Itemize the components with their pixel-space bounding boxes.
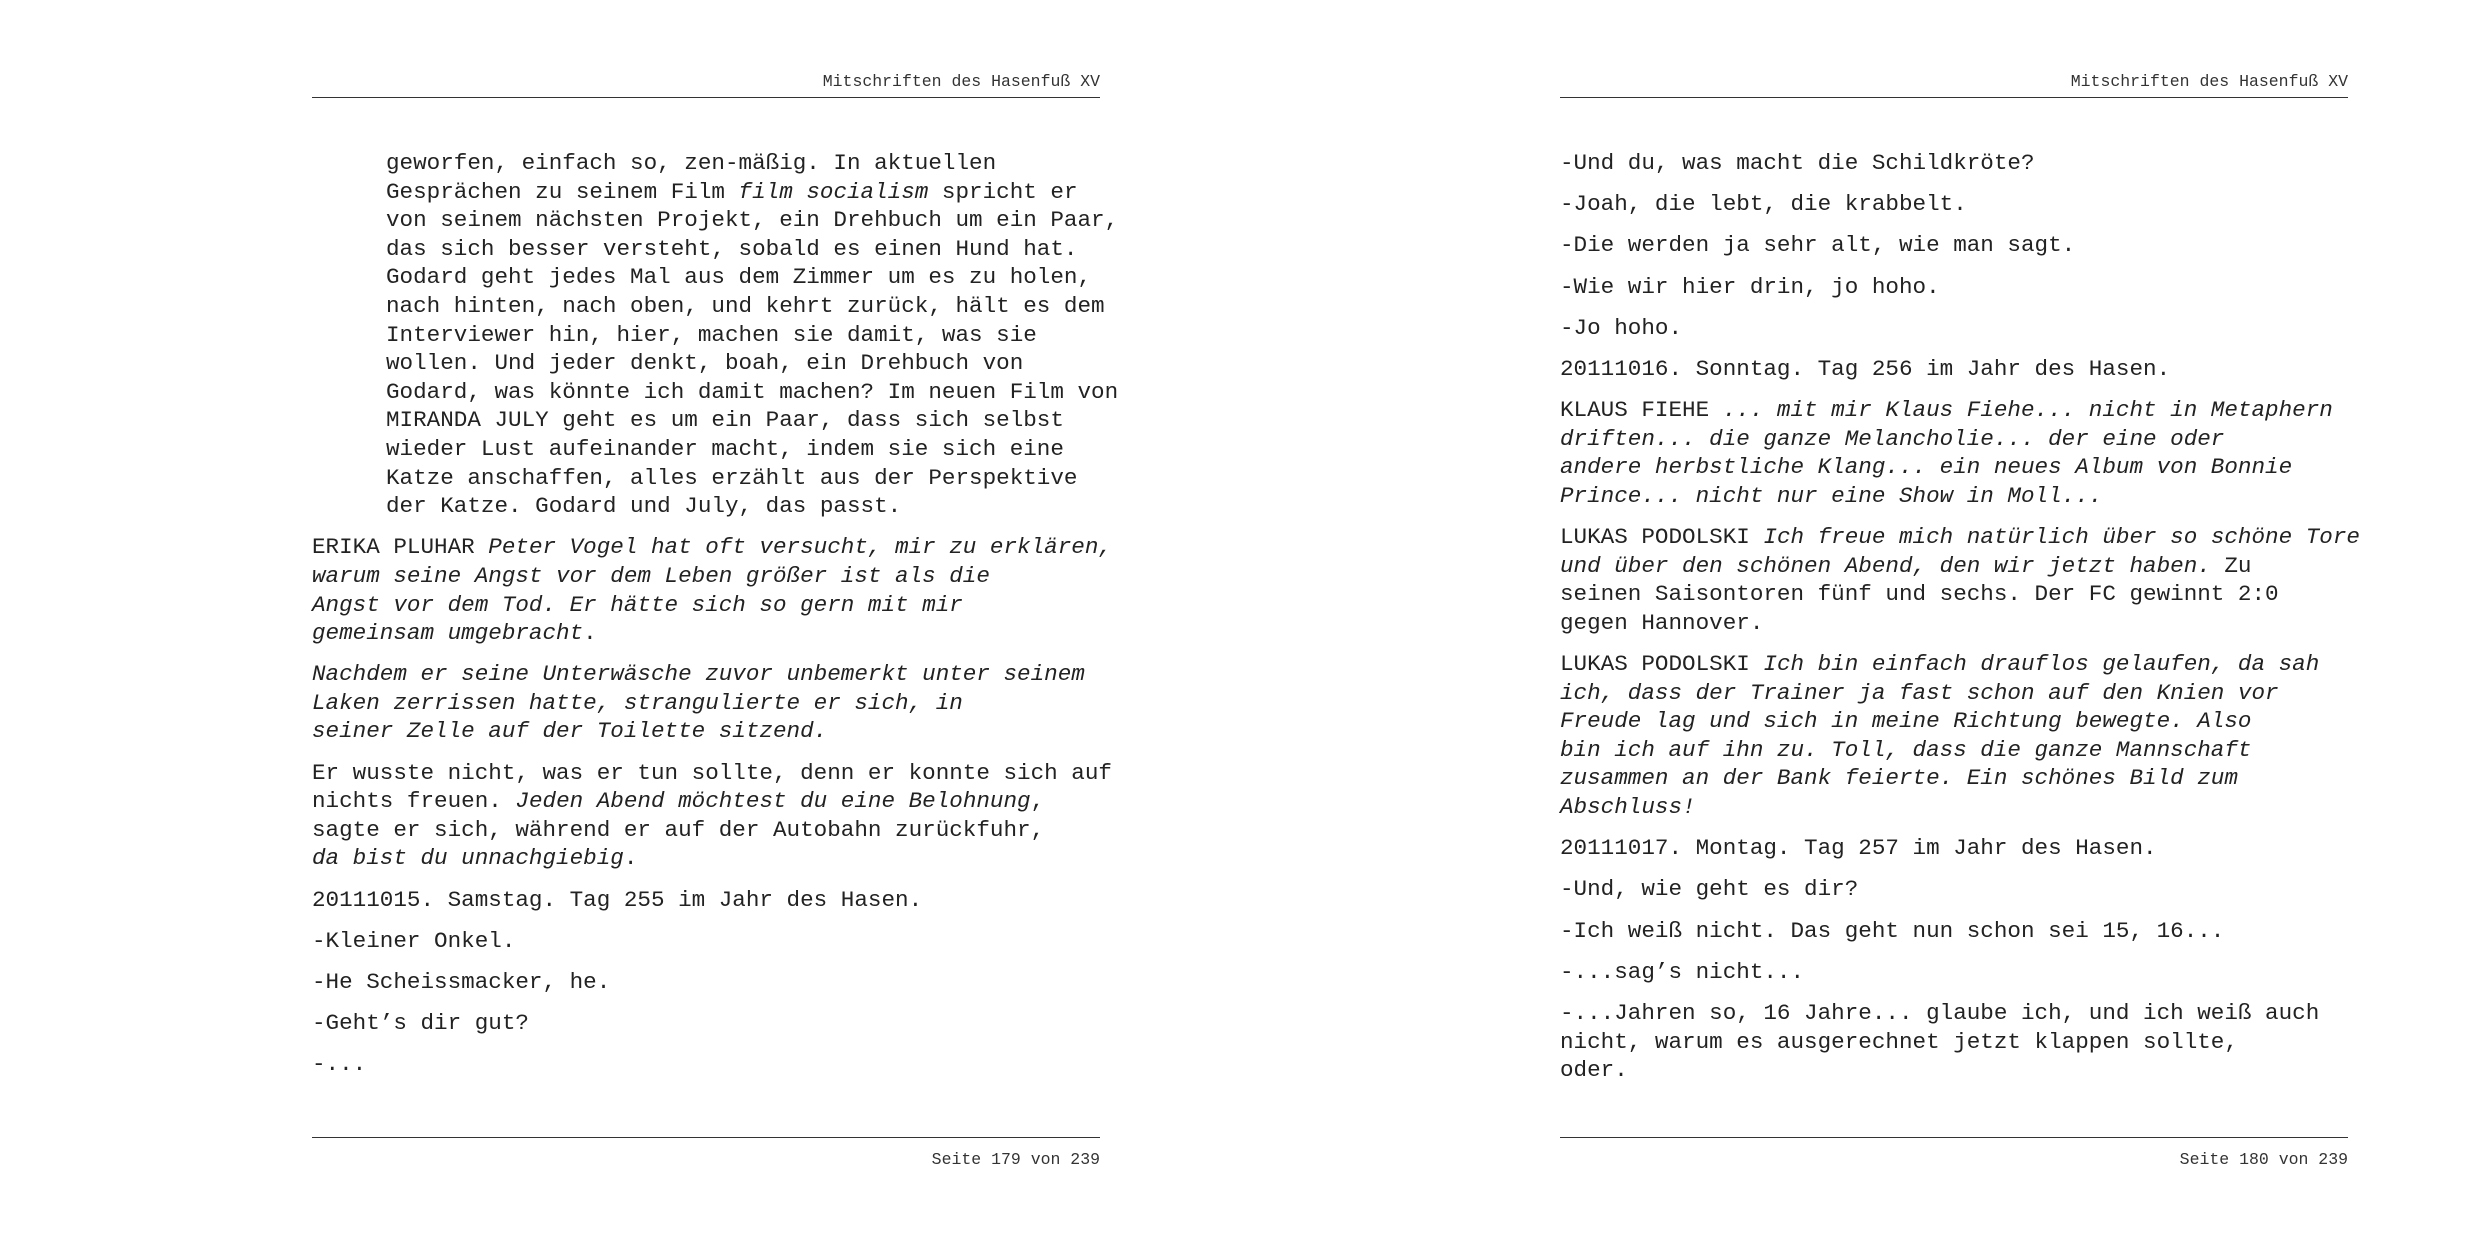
text-run: -Jo hoho. <box>1560 314 1683 341</box>
text-run: seinen Saisontoren fünf und sechs. Der FC gewinnt 2:0 <box>1560 581 2279 608</box>
paragraph <box>312 927 1100 956</box>
text-line <box>312 759 1112 788</box>
text-line <box>312 619 1100 648</box>
paragraph <box>1560 834 2348 863</box>
paragraph <box>1560 314 2348 343</box>
text-line <box>1560 149 2348 178</box>
text-line <box>386 464 1100 493</box>
italic-text: Nachdem er seine Unterwäsche zuvor unbemerkt unter seinem <box>312 661 1085 688</box>
text-line <box>1560 396 2348 425</box>
text-line <box>312 1050 1100 1079</box>
header-rule <box>1560 97 2348 98</box>
text-run: -... <box>312 1051 367 1078</box>
text-run: 20111015. Samstag. Tag 255 im Jahr des Hasen. <box>312 886 923 913</box>
text-line <box>386 435 1100 464</box>
paragraph <box>312 1050 1100 1079</box>
paragraph <box>1560 650 2348 822</box>
text-run: nach hinten, nach oben, und kehrt zurück, hält es dem <box>386 292 1105 319</box>
text-run: Er wusste nicht, was er tun sollte, denn er konnte sich auf <box>312 759 1112 786</box>
italic-text: Freude lag und sich in meine Richtung bewegte. Also <box>1560 708 2252 735</box>
italic-text: film socialism <box>738 178 929 205</box>
text-line <box>1560 764 2348 793</box>
text-run: -Die werden ja sehr alt, wie man sagt. <box>1560 232 2076 259</box>
text-run: -Joah, die lebt, die krabbelt. <box>1560 191 1967 218</box>
text-line <box>1560 482 2348 511</box>
italic-text: driften... die ganze Melancholie... der eine oder <box>1560 425 2225 452</box>
page-right <box>1560 0 2360 1240</box>
paragraph <box>1560 190 2348 219</box>
text-line <box>312 816 1100 845</box>
text-line <box>1560 273 2348 302</box>
italic-text: seiner Zelle auf der Toilette sitzend. <box>312 718 828 745</box>
paragraph <box>312 1009 1100 1038</box>
text-line <box>1560 650 2348 679</box>
text-line <box>312 660 1100 689</box>
text-run: , <box>1030 788 1045 815</box>
italic-text: Peter Vogel hat oft versucht, mir zu erklären, <box>488 534 1112 561</box>
text-run: nicht, warum es ausgerechnet jetzt klappen sollte, <box>1560 1028 2238 1055</box>
italic-text: Abschluss! <box>1560 794 1696 821</box>
text-line <box>1560 355 2348 384</box>
paragraph <box>312 759 1112 873</box>
text-line <box>1560 190 2348 219</box>
text-run: -...sag’s nicht... <box>1560 958 1805 985</box>
text-run: -Wie wir hier drin, jo hoho. <box>1560 273 1940 300</box>
page-number: Seite 180 von 239 <box>2179 1150 2348 1169</box>
italic-text: Jeden Abend möchtest du eine Belohnung <box>515 788 1031 815</box>
text-run: KLAUS FIEHE <box>1560 397 1723 424</box>
italic-text: andere herbstliche Klang... ein neues Album von Bonnie <box>1560 454 2293 481</box>
text-run: -Kleiner Onkel. <box>312 927 516 954</box>
text-line <box>1560 707 2348 736</box>
text-line <box>312 968 1100 997</box>
italic-text: da bist du unnachgiebig <box>312 845 624 872</box>
text-line <box>1560 736 2348 765</box>
text-run: gegen Hannover. <box>1560 609 1764 636</box>
text-line <box>312 591 1100 620</box>
paragraph <box>1560 958 2348 987</box>
text-run: Gesprächen zu seinem Film <box>386 178 739 205</box>
text-line <box>1560 958 2348 987</box>
page-number: Seite 179 von 239 <box>931 1150 1100 1169</box>
italic-text: zusammen an der Bank feierte. Ein schönes Bild zum <box>1560 765 2238 792</box>
paragraph <box>1560 231 2348 260</box>
text-line <box>1560 580 2348 609</box>
italic-text: warum seine Angst vor dem Leben größer ist als die <box>312 562 990 589</box>
text-run: nichts freuen. <box>312 788 516 815</box>
italic-text: Ich freue mich natürlich über so schöne Tore <box>1763 524 2360 551</box>
text-run: MIRANDA JULY geht es um ein Paar, dass sich selbst <box>386 407 1064 434</box>
paragraph <box>1560 149 2348 178</box>
italic-text: und über den schönen Abend, den wir jetzt haben. <box>1560 552 2211 579</box>
italic-text: gemeinsam umgebracht <box>312 620 584 647</box>
text-line <box>386 149 1100 178</box>
text-run: 20111017. Montag. Tag 257 im Jahr des Hasen. <box>1560 835 2157 862</box>
text-run: wieder Lust aufeinander macht, indem sie sich eine <box>386 435 1064 462</box>
text-line <box>312 717 1100 746</box>
text-run: ERIKA PLUHAR <box>312 534 489 561</box>
text-line <box>386 321 1100 350</box>
text-run: -Ich weiß nicht. Das geht nun schon sei 15, 16... <box>1560 917 2225 944</box>
text-line <box>1560 793 2348 822</box>
running-header: Mitschriften des Hasenfuß XV <box>822 72 1100 91</box>
text-run: -He Scheissmacker, he. <box>312 969 611 995</box>
text-line <box>386 492 1100 521</box>
text-line <box>1560 875 2348 904</box>
paragraph <box>1560 917 2348 946</box>
text-line <box>386 349 1100 378</box>
footer-rule <box>312 1137 1100 1138</box>
paragraph <box>1560 355 2348 384</box>
text-run: . <box>623 845 638 872</box>
text-run: Godard, was könnte ich damit machen? Im neuen Film von <box>386 378 1119 405</box>
italic-text: ich, dass der Trainer ja fast schon auf den Knien vor <box>1560 679 2279 706</box>
text-line <box>1560 231 2348 260</box>
text-line <box>386 206 1119 235</box>
italic-text: ... mit mir Klaus Fiehe... nicht in Metaphern <box>1722 397 2333 424</box>
page-body <box>312 149 1119 1092</box>
footer-rule <box>1560 1137 2348 1138</box>
text-line <box>1560 425 2348 454</box>
text-line <box>1560 917 2348 946</box>
paragraph <box>312 149 1119 521</box>
text-run: der Katze. Godard und July, das passt. <box>386 493 902 520</box>
paragraph <box>1560 875 2348 904</box>
paragraph <box>312 968 1100 997</box>
italic-text: Angst vor dem Tod. Er hätte sich so gern mit mir <box>312 591 963 618</box>
text-run: spricht er <box>928 178 1078 205</box>
text-line <box>386 263 1100 292</box>
text-line <box>1560 453 2348 482</box>
paragraph <box>1560 523 2360 637</box>
text-run: -Geht’s dir gut? <box>312 1010 529 1037</box>
text-run: von seinem nächsten Projekt, ein Drehbuch um ein Paar, <box>386 207 1119 234</box>
text-line <box>312 844 1100 873</box>
paragraph <box>312 886 1100 915</box>
text-run: -Und, wie geht es dir? <box>1560 876 1859 903</box>
text-run: wollen. Und jeder denkt, boah, ein Drehbuch von <box>386 350 1024 377</box>
text-line <box>1560 314 2348 343</box>
text-line <box>1560 1056 2348 1085</box>
text-run: das sich besser versteht, sobald es einen Hund hat. <box>386 235 1078 262</box>
text-line <box>386 378 1119 407</box>
page-left <box>312 0 1119 1240</box>
page-body <box>1560 149 2360 1097</box>
italic-text: Ich bin einfach drauflos gelaufen, da sah <box>1763 651 2320 678</box>
paragraph <box>1560 396 2348 510</box>
italic-text: Prince... nicht nur eine Show in Moll... <box>1560 482 2103 509</box>
text-line <box>312 562 1100 591</box>
text-line <box>386 235 1100 264</box>
text-line <box>1560 999 2348 1028</box>
text-run: -...Jahren so, 16 Jahre... glaube ich, und ich weiß auch <box>1560 999 2320 1026</box>
text-line <box>386 178 1100 207</box>
text-line <box>312 886 1100 915</box>
text-run: 20111016. Sonntag. Tag 256 im Jahr des Hasen. <box>1560 355 2171 382</box>
text-line <box>312 927 1100 956</box>
text-run: sagte er sich, während er auf der Autobahn zurückfuhr, <box>312 816 1045 843</box>
text-line <box>386 292 1105 321</box>
text-line <box>386 406 1100 435</box>
text-run: geworfen, einfach so, zen-mäßig. In aktuellen <box>386 150 997 176</box>
italic-text: Laken zerrissen hatte, strangulierte er sich, in <box>312 689 963 716</box>
text-run: Katze anschaffen, alles erzählt aus der Perspektive <box>386 464 1078 491</box>
text-line <box>312 689 1100 718</box>
text-line <box>1560 679 2348 708</box>
text-run: Godard geht jedes Mal aus dem Zimmer um es zu holen, <box>386 264 1092 291</box>
text-run: LUKAS PODOLSKI <box>1560 651 1764 678</box>
paragraph <box>312 660 1100 746</box>
text-run: -Und du, was macht die Schildkröte? <box>1560 150 2035 176</box>
text-run: LUKAS PODOLSKI <box>1560 524 1764 551</box>
text-line <box>1560 552 2348 581</box>
paragraph <box>312 533 1112 647</box>
text-run: oder. <box>1560 1057 1628 1084</box>
paragraph <box>1560 273 2348 302</box>
text-run: Interviewer hin, hier, machen sie damit, was sie <box>386 321 1037 348</box>
text-line <box>312 1009 1100 1038</box>
text-line <box>1560 1028 2348 1057</box>
text-line <box>312 787 1100 816</box>
text-run: Zu <box>2210 552 2252 579</box>
text-line <box>1560 834 2348 863</box>
text-line <box>1560 523 2360 552</box>
text-line <box>1560 609 2348 638</box>
paragraph <box>1560 999 2348 1085</box>
text-line <box>312 533 1112 562</box>
italic-text: bin ich auf ihn zu. Toll, dass die ganze Mannschaft <box>1560 736 2252 763</box>
text-run: . <box>583 620 597 647</box>
running-header: Mitschriften des Hasenfuß XV <box>2070 72 2348 91</box>
header-rule <box>312 97 1100 98</box>
